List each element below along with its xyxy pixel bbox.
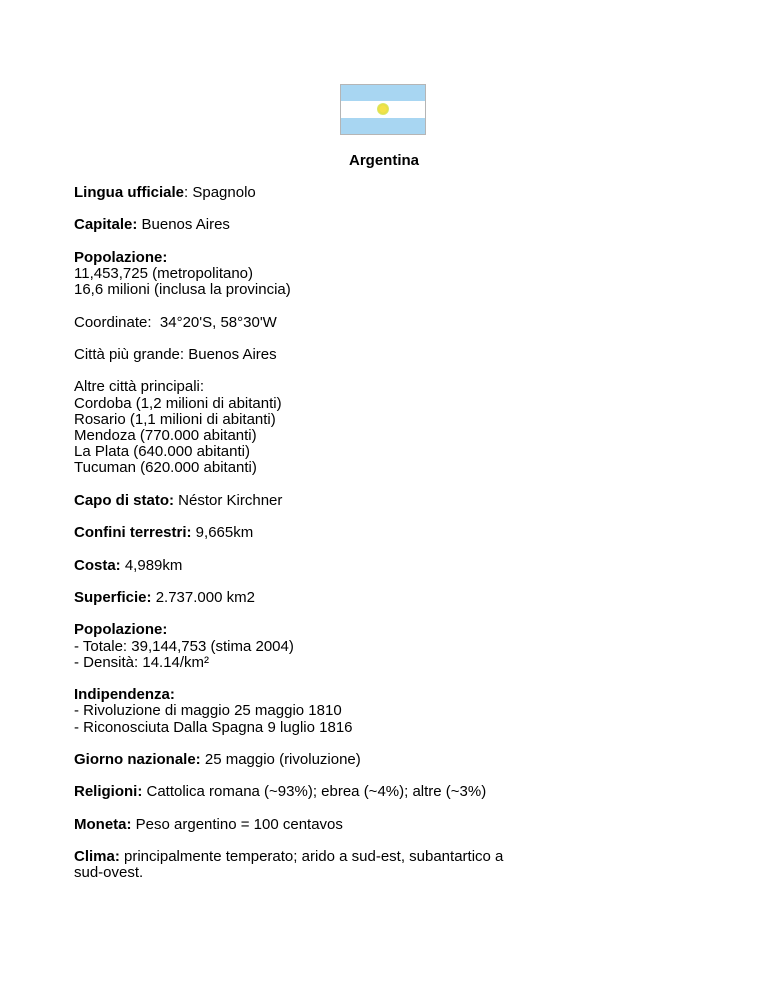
- religions: [74, 784, 714, 800]
- land-borders: [74, 525, 714, 541]
- coordinates-value: Coordinate: 34°20'S, 58°30'W: [74, 313, 277, 331]
- independence: [74, 687, 714, 736]
- climate-label: Clima:: [74, 848, 120, 866]
- largest-city-value: Città più grande: Buenos Aires: [74, 345, 277, 363]
- capital-value: Buenos Aires: [137, 216, 230, 234]
- capital-label: Capitale:: [74, 216, 138, 234]
- city-population: [74, 250, 714, 299]
- religions-label: Religioni:: [74, 783, 143, 801]
- country-population: [74, 622, 714, 671]
- list-item: Mendoza (770.000 abitanti): [74, 426, 257, 444]
- list-item: La Plata (640.000 abitanti): [74, 443, 250, 461]
- coordinates: [74, 315, 714, 331]
- independence-line: - Riconosciuta Dalla Spagna 9 luglio 1816: [74, 718, 353, 736]
- country-facts: [74, 185, 714, 898]
- other-cities: [74, 379, 714, 476]
- largest-city: [74, 347, 714, 363]
- national-day-value: 25 maggio (rivoluzione): [200, 750, 361, 768]
- independence-line: - Rivoluzione di maggio 25 maggio 1810: [74, 702, 342, 720]
- flag-stripe-top: [341, 85, 425, 101]
- climate: [74, 849, 714, 881]
- country-population-line: - Totale: 39,144,753 (stima 2004): [74, 637, 294, 655]
- religions-value: Cattolica romana (~93%); ebrea (~4%); altre (~3%): [142, 783, 487, 801]
- land-borders-label: Confini terrestri:: [74, 524, 192, 542]
- flag-stripe-bottom: [341, 118, 425, 134]
- currency-value: Peso argentino = 100 centavos: [131, 815, 343, 833]
- official-language: [74, 185, 714, 201]
- official-language-label: Lingua ufficiale: [74, 184, 185, 201]
- page-title: Argentina: [348, 152, 419, 169]
- list-item: Rosario (1,1 milioni di abitanti): [74, 410, 276, 428]
- head-of-state-label: Capo di stato:: [74, 491, 174, 509]
- land-borders-value: 9,665km: [191, 524, 254, 542]
- area-value: 2.737.000 km2: [151, 588, 255, 606]
- list-item: Tucuman (620.000 abitanti): [74, 459, 257, 477]
- climate-continuation: sud-ovest.: [74, 864, 144, 882]
- official-language-value: : Spagnolo: [184, 184, 256, 201]
- currency-label: Moneta:: [74, 815, 132, 833]
- flag-stripe-middle: [341, 101, 425, 117]
- area: [74, 590, 714, 606]
- city-population-line: 16,6 milioni (inclusa la provincia): [74, 281, 291, 299]
- list-item: Cordoba (1,2 milioni di abitanti): [74, 394, 282, 412]
- coastline-label: Costa:: [74, 556, 121, 574]
- other-cities-label: Altre città principali:: [74, 378, 205, 396]
- country-population-line: - Densità: 14.14/km²: [74, 653, 210, 671]
- city-population-line: 11,453,725 (metropolitano): [74, 264, 254, 282]
- area-label: Superficie:: [74, 588, 152, 606]
- city-population-label: Popolazione:: [74, 248, 168, 266]
- capital: [74, 217, 714, 233]
- climate-value: principalmente temperato; arido a sud-est, subantartico a: [119, 848, 504, 866]
- head-of-state-value: Néstor Kirchner: [174, 491, 283, 509]
- coastline-value: 4,989km: [120, 556, 183, 574]
- independence-label: Indipendenza:: [74, 686, 175, 704]
- currency: [74, 817, 714, 833]
- head-of-state: [74, 493, 714, 509]
- argentina-flag-icon: [340, 84, 426, 135]
- national-day: [74, 752, 714, 768]
- national-day-label: Giorno nazionale:: [74, 750, 201, 768]
- coastline: [74, 558, 714, 574]
- country-population-label: Popolazione:: [74, 621, 168, 639]
- sun-of-may-icon: [377, 103, 389, 115]
